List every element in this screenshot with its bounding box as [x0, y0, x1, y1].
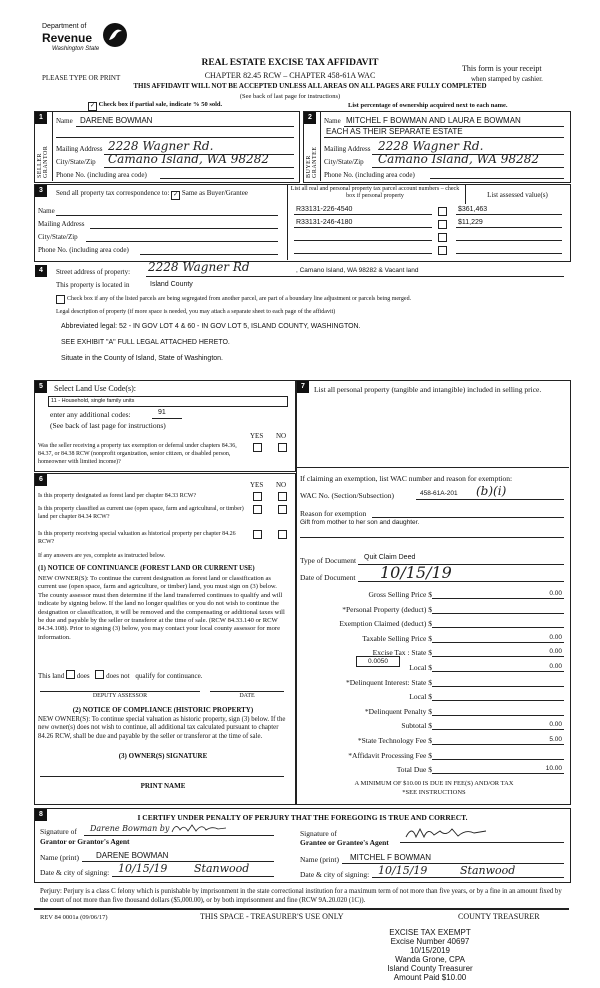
see-back-note: (See back of last page for instructions)	[239, 93, 341, 100]
wac-label: WAC No. (Section/Subsection)	[300, 491, 394, 500]
local-rate: 0.0050	[368, 658, 388, 665]
section-8-badge: 8	[35, 809, 47, 821]
fee-label: *Affidavit Processing Fee $	[348, 750, 432, 760]
segregation-checkbox[interactable]	[56, 295, 65, 304]
land-use-select[interactable]	[48, 396, 288, 407]
assessed-values-header: List assessed value(s)	[487, 191, 548, 199]
parcel-3-personal-checkbox[interactable]	[438, 233, 447, 242]
grantee-signature-icon[interactable]	[404, 825, 490, 841]
form-subtitle: CHAPTER 82.45 RCW – CHAPTER 458-61A WAC	[204, 71, 376, 80]
s5-yes-header: YES	[250, 432, 264, 440]
seller-side-label: SELLER GRANTOR	[37, 145, 49, 178]
exemption-question: Was the seller receiving a property tax exemption or deferral under chapters 84.36, 84.37, or 84.38 RCW (nonprofit organization, senior citizen, or disabled person, homeowner with limited income)?	[38, 443, 237, 465]
same-as-buyer-checkbox[interactable]: ✓	[173, 192, 179, 198]
buyer-side-label: BUYER GRANTEE	[306, 146, 318, 178]
does-checkbox[interactable]	[66, 670, 75, 679]
section-7-badge: 7	[297, 381, 309, 393]
buyer-mailing[interactable]: 2228 Wagner Rd.	[378, 139, 484, 153]
grantor-name-label: Name (print)	[40, 853, 79, 862]
buyer-mailing-label: Mailing Address	[324, 145, 371, 153]
fee-label: Subtotal $	[401, 721, 432, 731]
reason-label: Reason for exemption	[300, 509, 367, 518]
corr-phone-label: Phone No. (including area code)	[38, 246, 129, 254]
parcel-number-2[interactable]: R33131-246-4180	[296, 219, 353, 226]
form-warning: THIS AFFIDAVIT WILL NOT BE ACCEPTED UNLESS ALL AREAS ON ALL PAGES ARE FULLY COMPLETED	[133, 82, 487, 90]
legal-line-3[interactable]: Situate in the County of Island, State of Washington.	[61, 355, 224, 362]
section-6-badge: 6	[35, 474, 47, 486]
notice-compliance-title: (2) NOTICE OF COMPLIANCE (HISTORIC PROPERTY)	[72, 706, 254, 714]
assessed-value-1[interactable]: $361,463	[458, 206, 488, 213]
historic-yes-checkbox[interactable]	[253, 530, 262, 539]
receipt-note-2: when stamped by cashier.	[471, 75, 543, 83]
legal-line-2[interactable]: SEE EXHIBIT "A" FULL LEGAL ATTACHED HERETO.	[61, 339, 230, 346]
buyer-name-line2[interactable]: EACH AS THEIR SEPARATE ESTATE	[326, 127, 463, 136]
current-use-no-checkbox[interactable]	[278, 505, 287, 514]
receipt-note-1: This form is your receipt	[462, 64, 542, 73]
current-use-yes-checkbox[interactable]	[253, 505, 262, 514]
section-4-badge: 4	[35, 265, 47, 277]
buyer-city-label: City/State/Zip	[324, 158, 364, 166]
does-not-checkbox[interactable]	[95, 670, 104, 679]
fee-label: Taxable Selling Price $	[362, 633, 432, 643]
parcel-1-personal-checkbox[interactable]	[438, 207, 447, 216]
logo-agency-line2: Revenue	[42, 31, 93, 45]
street-address-label: Street address of property:	[56, 268, 131, 276]
assessed-value-2[interactable]: $11,229	[458, 219, 483, 226]
type-instructions: PLEASE TYPE OR PRINT	[42, 74, 121, 82]
fee-label: Gross Selling Price $	[368, 590, 432, 599]
legal-line-1[interactable]: Abbreviated legal: 52 - IN GOV LOT 4 & 60 - IN GOV LOT 5, ISLAND COUNTY, WASHINGTON.	[61, 323, 361, 330]
fee-label: *State Technology Fee $	[357, 736, 432, 745]
partial-sale-suffix: sold.	[209, 101, 223, 108]
seller-name[interactable]: DARENE BOWMAN	[80, 116, 153, 125]
current-use-question: Is this property classified as current use (open space, farm and agricultural, or timber) land per chapter 84.34 RCW?	[38, 506, 244, 520]
dor-emblem-icon	[102, 22, 128, 48]
assessor-date-label: DATE	[239, 693, 255, 699]
minimum-fee-note: A MINIMUM OF $10.00 IS DUE IN FEE(S) AND/OR TAX	[354, 780, 514, 787]
grantor-agent-label: Grantor or Grantor's Agent	[40, 837, 130, 846]
street-address-hand[interactable]: 2228 Wagner Rd	[148, 260, 250, 274]
corr-name-label: Name	[38, 207, 55, 215]
ownership-note: List percentage of ownership acquired next to each name.	[348, 102, 508, 109]
wac-number[interactable]: 458-61A-201	[420, 490, 458, 497]
fee-value[interactable]: 0.00	[549, 648, 562, 656]
exemption-intro: If claiming an exemption, list WAC number and reason for exemption:	[300, 474, 513, 483]
parcel-number-1[interactable]: R33131-226-4540	[296, 206, 353, 213]
section-1-badge: 1	[35, 112, 47, 124]
grantee-name-label: Name (print)	[300, 855, 339, 864]
seller-phone-label: Phone No. (including area code)	[56, 171, 147, 179]
buyer-name-line1[interactable]: MITCHEL F BOWMAN AND LAURA E BOWMAN	[346, 116, 521, 125]
grantor-signature[interactable]: Darene Bowman by	[90, 824, 170, 833]
form-title: REAL ESTATE EXCISE TAX AFFIDAVIT	[201, 58, 379, 68]
s6-yes-header: YES	[250, 481, 264, 489]
forest-land-question: Is this property designated as forest land per chapter 84.33 RCW?	[38, 493, 197, 499]
form-id: REV 84 0001a (09/06/17)	[40, 914, 108, 921]
fee-value[interactable]: 0.00	[549, 633, 562, 641]
grantee-city[interactable]: Stanwood	[460, 864, 516, 877]
seller-mailing[interactable]: 2228 Wagner Rd.	[108, 139, 214, 153]
grantor-agent-scribble-icon	[170, 821, 230, 835]
buyer-city[interactable]: Camano Island, WA 98282	[378, 152, 539, 166]
stamp-line-2: Excise Number 40697	[390, 937, 470, 946]
grantor-date[interactable]: 10/15/19	[118, 862, 168, 875]
s5-no-header: NO	[276, 432, 287, 440]
logo-agency-line1: Department of	[42, 23, 87, 30]
buyer-name-label: Name	[324, 117, 341, 125]
doc-type-label: Type of Document	[300, 556, 357, 565]
continuance-row: This land does does not qualify for continuance.	[38, 672, 203, 680]
legal-description-label: Legal description of property (if more space is needed, you may attach a separate sheet to each page of the affidavit)	[56, 309, 336, 315]
fee-label: *Delinquent Interest: State $	[345, 677, 432, 687]
stamp-line-6: Amount Paid $10.00	[393, 973, 467, 982]
fee-label: Exemption Claimed (deduct) $	[339, 619, 432, 629]
forest-no-checkbox[interactable]	[278, 492, 287, 501]
local-rate-box[interactable]	[356, 656, 400, 667]
partial-sale-value: 50	[201, 101, 208, 108]
historic-question: Is this property receiving special valuation as historical property per chapter 84.26 RCW?	[38, 531, 236, 545]
fee-label: *Personal Property (deduct) $	[342, 604, 432, 614]
exemption-yes-checkbox[interactable]	[253, 443, 262, 452]
grantor-date-city-label: Date & city of signing:	[40, 868, 110, 877]
print-name-label: PRINT NAME	[140, 782, 186, 790]
seller-name-label: Name	[56, 117, 73, 125]
stamp-line-4: Wanda Grone, CPA	[395, 955, 465, 964]
same-as-buyer-label: Same as Buyer/Grantee	[181, 189, 248, 197]
grantor-city[interactable]: Stanwood	[194, 862, 250, 875]
treasurer-space-label: THIS SPACE - TREASURER'S USE ONLY	[200, 912, 344, 921]
deputy-assessor-label: DEPUTY ASSESSOR	[92, 693, 148, 699]
grantee-sig-of-label: Signature of	[300, 829, 337, 838]
fee-label: Total Due $	[396, 765, 432, 775]
stamp-line-3: 10/15/2019	[409, 946, 451, 955]
parcel-2-personal-checkbox[interactable]	[438, 220, 447, 229]
doc-date[interactable]: 10/15/19	[380, 563, 452, 582]
fee-label: Local $	[409, 663, 432, 672]
perjury-certification: I CERTIFY UNDER PENALTY OF PERJURY THAT THE FOREGOING IS TRUE AND CORRECT.	[137, 813, 468, 822]
property-county[interactable]: Island County	[150, 281, 193, 288]
stamp-line-1: EXCISE TAX EXEMPT	[389, 928, 471, 937]
buyer-phone-label: Phone No. (including area code)	[324, 171, 415, 179]
fee-label: *Delinquent Penalty $	[364, 706, 432, 716]
seller-mailing-label: Mailing Address	[56, 145, 103, 153]
logo-agency-line3: Washington State	[52, 46, 100, 52]
exemption-reason[interactable]: Gift from mother to her son and daughter.	[300, 519, 420, 526]
fee-value[interactable]: 10.00	[545, 765, 562, 773]
additional-codes-value[interactable]: 91	[158, 409, 166, 416]
exemption-no-checkbox[interactable]	[278, 443, 287, 452]
street-address-typed[interactable]: , Camano Island, WA 98282 & Vacant land	[296, 267, 419, 274]
parcel-4-personal-checkbox[interactable]	[438, 246, 447, 255]
land-use-select-label: Select Land Use Code(s):	[54, 384, 136, 393]
seller-city-label: City/State/Zip	[56, 158, 96, 166]
personal-property-label: List all personal property (tangible and intangible) included in selling price.	[314, 385, 542, 394]
dor-logo	[40, 22, 130, 64]
forest-yes-checkbox[interactable]	[253, 492, 262, 501]
corr-city-label: City/State/Zip	[38, 233, 78, 241]
section-5-badge: 5	[35, 381, 47, 393]
doc-type[interactable]: Quit Claim Deed	[364, 554, 416, 561]
grantee-date[interactable]: 10/15/19	[378, 864, 428, 877]
partial-sale-label: Check box if partial sale, indicate %	[98, 101, 200, 108]
section-3-badge: 3	[35, 185, 47, 197]
grantor-sig-of-label: Signature of	[40, 827, 77, 836]
land-use-see-back: (See back of last page for instructions)	[50, 421, 166, 430]
grantor-print-name[interactable]: DARENE BOWMAN	[96, 851, 169, 860]
fee-label: Excise Tax : State $	[372, 648, 432, 658]
notice-continuance-title: (1) NOTICE OF CONTINUANCE (FOREST LAND OR CURRENT USE)	[38, 565, 255, 572]
historic-no-checkbox[interactable]	[278, 530, 287, 539]
partial-sale-checkbox[interactable]: ✓	[89, 103, 96, 109]
parcel-list-header: List all real and personal property tax parcel account numbers – check box if personal property	[290, 186, 460, 199]
additional-codes-label: enter any additional codes:	[50, 410, 131, 419]
s6-no-header: NO	[276, 481, 287, 489]
s6-instructions: If any answers are yes, complete as instructed below.	[38, 553, 166, 559]
stamp-line-5: Island County Treasurer	[387, 964, 473, 973]
grantee-print-name[interactable]: MITCHEL F BOWMAN	[350, 853, 432, 862]
treasurer-stamp	[360, 928, 500, 982]
perjury-statement: Perjury: Perjury is a class C felony which is punishable by imprisonment in the state correctional institution for a maximum term of not more than five years, or by a fine in an amount fixed by the court of not more than five thousand dollars ($5,000.00), or by both imprisonment and fine (RCW 9A.20.020 (1C)).	[40, 888, 562, 904]
land-use-value: 11 - Household, single family units	[51, 398, 135, 404]
section-2-badge: 2	[304, 112, 316, 124]
seller-city[interactable]: Camano Island, WA 98282	[108, 152, 269, 166]
notice-compliance-body: NEW OWNER(S): To continue special valuation as historic property, sign (3) below. If the new owner(s) does not wish to continue, all additional tax calculated pursuant to chapter 84.26 RCW, shall be due and payable by the seller or transferor at the time of sale.	[38, 716, 286, 740]
partial-sale-row	[88, 101, 222, 110]
owner-signature-label: (3) OWNER(S) SIGNATURE	[118, 752, 208, 760]
doc-date-label: Date of Document	[300, 573, 356, 582]
segregation-note: Check box if any of the listed parcels are being segregated from another parcel, are part of a boundary line adjustment or parcels being merged.	[67, 296, 412, 302]
grantee-agent-label: Grantee or Grantee's Agent	[300, 838, 389, 847]
fee-value[interactable]: 0.00	[549, 721, 562, 729]
send-correspondence-label: Send all property tax correspondence to: ✓ Same as Buyer/Grantee	[56, 189, 248, 198]
property-located-label: This property is located in	[56, 281, 130, 289]
grantee-date-city-label: Date & city of signing:	[300, 870, 370, 879]
fee-value[interactable]: 0.00	[549, 590, 562, 597]
county-treasurer-label: COUNTY TREASURER	[458, 912, 540, 921]
fee-value[interactable]: 5.00	[549, 736, 562, 743]
see-instructions-note: *SEE INSTRUCTIONS	[402, 789, 466, 796]
corr-mailing-label: Mailing Address	[38, 220, 85, 228]
fee-value[interactable]: 0.00	[549, 663, 562, 670]
fee-label: Local $	[409, 692, 432, 702]
notice-continuance-body: NEW OWNER(S): To continue the current designation as forest land or classification as current use (open space, farm and agriculture, or timber) land, you must sign on (3) below. The county assessor must then determine if the land transferred continues to qualify and will indicate by signing below. If the land no longer qualifies or you do not wish to continue the designation or classification, it will be removed and the compensating or additional taxes will be due and payable by the seller or transferor at the time of sale. (RCW 84.33.140 or RCW 84.34.108). Prior to signing (3) below, you may contact your local county assessor for more information.	[38, 575, 285, 641]
footer-divider	[34, 908, 569, 910]
wac-subsection[interactable]: (b)(i)	[476, 484, 507, 498]
seller-name-line	[76, 126, 294, 127]
